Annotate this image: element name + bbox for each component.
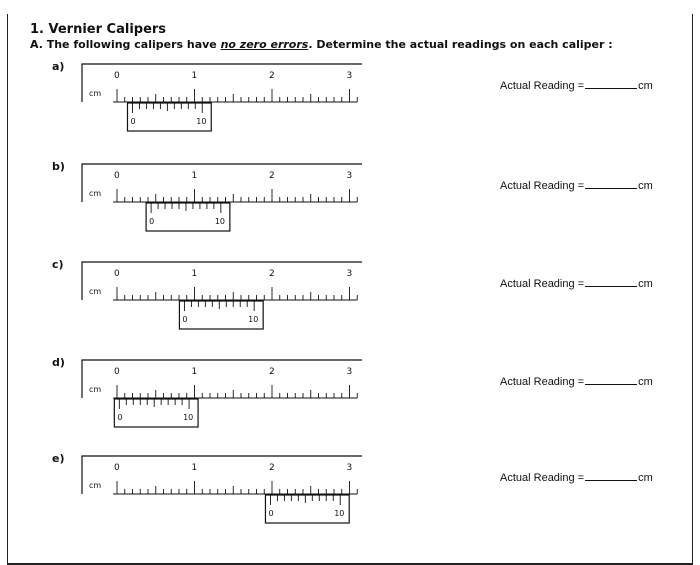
caliper-item-label: e)	[52, 452, 65, 465]
main-scale-number: 0	[114, 269, 120, 279]
scale-unit-label: cm	[89, 287, 102, 296]
main-scale-number: 3	[346, 171, 353, 181]
scale-unit-label: cm	[89, 481, 102, 490]
scale-unit-label: cm	[89, 189, 102, 198]
caliper-item-label: a)	[52, 60, 65, 73]
vernier-number: 10	[196, 117, 207, 126]
vernier-number: 0	[117, 413, 123, 422]
instruction-emphasis: no zero errors	[220, 38, 309, 51]
vernier-number: 0	[130, 117, 136, 126]
instruction-suffix: . Determine the actual readings on each caliper :	[308, 38, 613, 51]
main-scale-number: 2	[269, 171, 275, 181]
reading-unit: cm	[638, 376, 653, 388]
actual-reading-label: Actual Reading =	[500, 376, 585, 388]
scale-unit-label: cm	[89, 89, 102, 98]
main-scale-number: 2	[269, 463, 275, 473]
main-scale-number: 0	[114, 171, 120, 181]
vernier-number: 10	[334, 509, 345, 518]
actual-reading-label: Actual Reading =	[500, 472, 585, 484]
main-scale-number: 0	[114, 367, 120, 377]
main-scale-number: 1	[191, 367, 198, 377]
main-scale-number: 1	[191, 463, 198, 473]
main-scale-number: 3	[346, 71, 353, 81]
main-scale-number: 1	[191, 71, 198, 81]
vernier-number: 10	[248, 315, 259, 324]
actual-reading-label: Actual Reading =	[500, 278, 585, 290]
main-scale-number: 3	[346, 367, 353, 377]
worksheet-title: 1. Vernier Calipers	[30, 22, 167, 37]
vernier-number: 10	[214, 217, 226, 226]
actual-reading-label: Actual Reading =	[500, 180, 585, 192]
main-scale-number: 0	[114, 463, 120, 473]
main-scale-number: 1	[191, 269, 198, 279]
reading-unit: cm	[638, 180, 653, 192]
main-scale-number: 2	[269, 367, 275, 377]
reading-unit: cm	[638, 472, 653, 484]
vernier-number: 0	[268, 509, 274, 518]
reading-unit: cm	[638, 80, 653, 92]
vernier-number: 0	[182, 315, 188, 324]
instruction-prefix: A. The following calipers have	[30, 38, 221, 51]
scale-unit-label: cm	[89, 385, 102, 394]
main-scale-number: 2	[269, 71, 275, 81]
caliper-item-label: b)	[52, 160, 65, 173]
actual-reading-label: Actual Reading =	[500, 80, 585, 92]
main-scale-number: 2	[269, 269, 275, 279]
main-scale-number: 1	[191, 171, 198, 181]
main-scale-number: 0	[114, 71, 120, 81]
main-scale-number: 3	[346, 463, 353, 473]
main-scale-number: 3	[346, 269, 353, 279]
main-scale-frame	[82, 456, 362, 494]
vernier-number: 0	[149, 217, 155, 226]
caliper-item-label: c)	[52, 258, 64, 271]
vernier-number: 10	[183, 413, 194, 422]
caliper-item-label: d)	[52, 356, 65, 369]
reading-unit: cm	[638, 278, 653, 290]
